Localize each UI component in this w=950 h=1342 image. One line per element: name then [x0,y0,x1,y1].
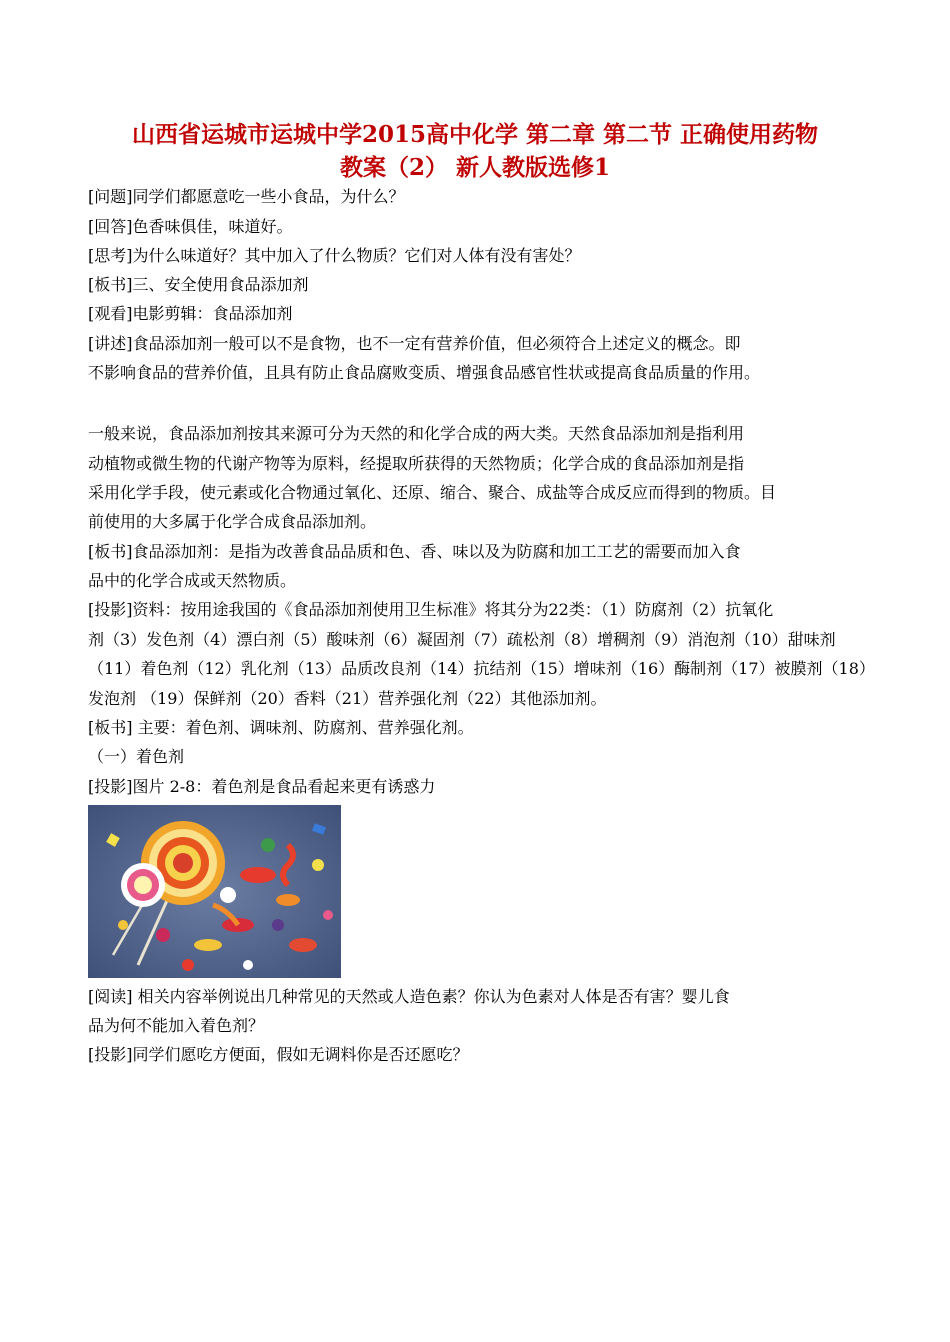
text-line: [板书]食品添加剂：是指为改善食品品质和色、香、味以及为防腐和加工工艺的需要而加入食 [88,542,741,561]
text-line: 一般来说，食品添加剂按其来源可分为天然的和化学合成的两大类。天然食品添加剂是指利用 [88,424,745,443]
text-line: 采用化学手段，使元素或化合物通过氧化、还原、缩合、聚合、成盐等合成反应而得到的物质。目 [88,483,777,502]
text-line: 动植物或微生物的代谢产物等为原料，经提取所获得的天然物质；化学合成的食品添加剂是指 [88,454,745,473]
text-line: 不影响食品的营养价值，且具有防止食品腐败变质、增强食品感官性状或提高食品质量的作用。 [88,363,761,382]
text-line: [观看]电影剪辑：食品添加剂 [88,304,293,323]
text-line: [问题]同学们都愿意吃一些小食品，为什么？ [88,187,405,206]
candy-photo [88,805,341,978]
text-line: [投影]资料：按用途我国的《食品添加剂使用卫生标准》将其分为22类：（1）防腐剂（2）抗氧化 [88,600,774,619]
text-line: [阅读] 相关内容举例说出几种常见的天然或人造色素？你认为色素对人体是否有害？婴儿食 [88,987,730,1006]
text-line: [板书]三、安全使用食品添加剂 [88,275,309,294]
text-line: [板书] 主要：着色剂、调味剂、防腐剂、营养强化剂。 [88,718,474,737]
text-line: [回答]色香味俱佳，味道好。 [88,217,293,236]
text-line: 品中的化学合成或天然物质。 [88,571,297,590]
text-line: 品为何不能加入着色剂？ [88,1016,265,1035]
text-line: [投影]同学们愿吃方便面，假如无调料你是否还愿吃？ [88,1045,469,1064]
text-line: 发泡剂 （19）保鲜剂（20）香料（21）营养强化剂（22）其他添加剂。 [88,689,607,708]
text-line: [投影]图片 2-8：着色剂是食品看起来更有诱惑力 [88,777,436,796]
text-line: 剂（3）发色剂（4）漂白剂（5）酸味剂（6）凝固剂（7）疏松剂（8）增稠剂（9）消泡剂（10）甜味剂 [88,630,836,649]
text-line: [思考]为什么味道好？其中加入了什么物质？它们对人体有没有害处？ [88,246,581,265]
text-line: （11）着色剂（12）乳化剂（13）品质改良剂（14）抗结剂（15）增味剂（16）酶制剂（17）被膜剂（18） [88,659,875,678]
text-line: [讲述]食品添加剂一般可以不是食物，也不一定有营养价值，但必须符合上述定义的概念。即 [88,334,741,353]
text-line: （一）着色剂 [88,747,185,766]
document-title-line-1: 山西省运城市运城中学2015高中化学 第二章 第二节 正确使用药物 [131,121,819,148]
text-line: 前使用的大多属于化学合成食品添加剂。 [88,512,377,531]
document-title-line-2: 教案（2） 新人教版选修1 [339,154,610,181]
